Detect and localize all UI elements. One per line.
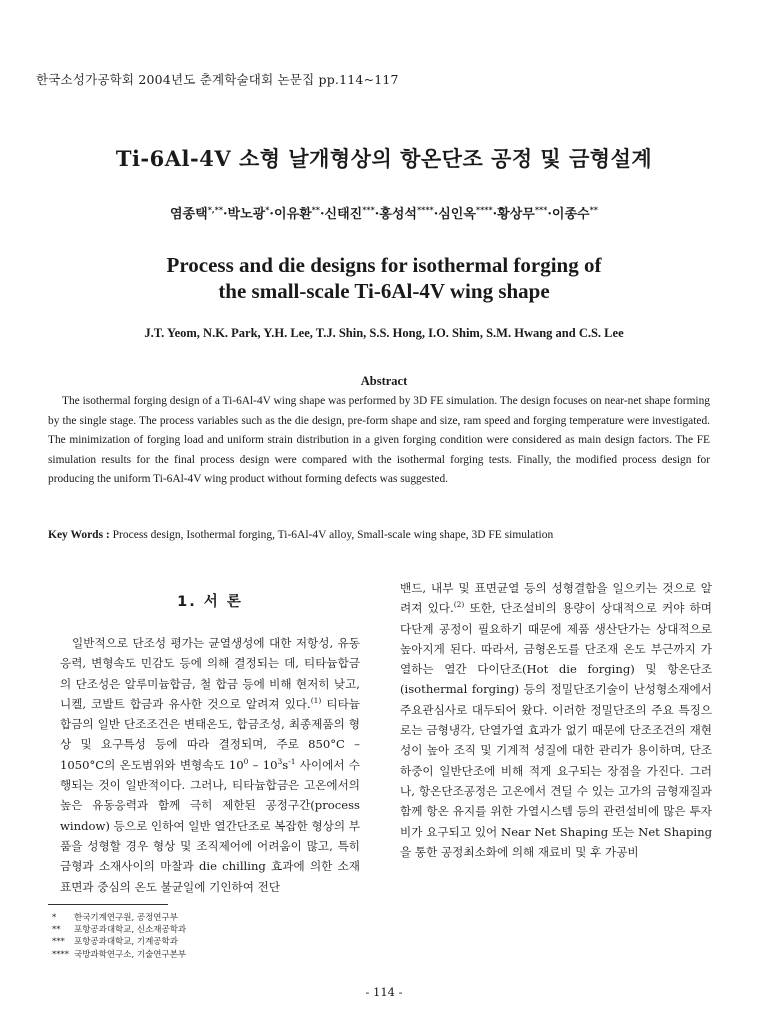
affiliation-mark: ** xyxy=(589,204,598,215)
author-ko: 염종택 xyxy=(170,207,208,222)
author-ko: ·홍성석 xyxy=(374,207,417,222)
footnote xyxy=(52,912,186,924)
paragraph-text: 사이에서 수행되는 것이 일반적이다. 그러나, 티타늄합금은 고온에서의 높은 유동응력과 함께 극히 제한된 공정구간(process window) 등으로 인하여 일반 열간단조로 복잡한 형상의 부품을 성형할 경우 형상 및 조직제어에 어려움이 많고, 특히 금형과 소재사이의 마찰과 die chilling 효과에 의한 소재표면과 중심의 온도 불균일에 기인하여 전단 xyxy=(60,757,361,894)
author-ko: ·신태진 xyxy=(320,207,363,222)
footnote-text: 포항공과대학교, 신소재공학과 xyxy=(74,925,187,936)
exponent: 3 xyxy=(277,756,283,766)
page-number: - 114 - xyxy=(365,985,403,999)
footnote xyxy=(52,949,186,961)
affiliation-mark: *** xyxy=(362,204,375,215)
title-english-line2: the small-scale Ti-6Al-4V wing shape xyxy=(218,279,550,303)
title-english-line1: Process and die designs for isothermal forging of xyxy=(166,253,602,277)
affiliation-mark: *,** xyxy=(207,204,224,215)
footnote-text: 한국기계연구원, 공정연구부 xyxy=(74,913,178,923)
exponent: 0 xyxy=(243,756,249,766)
paragraph-text: 밴드, 내부 및 표면균열 등의 성형결함을 일으키는 것으로 알려져 있다. xyxy=(400,581,712,616)
footnote-mark: *** xyxy=(52,937,65,948)
affiliation-mark: *** xyxy=(534,204,548,215)
footnotes xyxy=(52,912,186,961)
affiliation-mark: **** xyxy=(416,204,434,215)
keywords-text: Process design, Isothermal forging, Ti-6Al-4V alloy, Small-scale wing shape, 3D FE simulation xyxy=(109,529,554,541)
keywords xyxy=(48,529,718,541)
column-left xyxy=(60,590,360,897)
footnote-mark: * xyxy=(52,913,57,923)
authors-english: J.T. Yeom, N.K. Park, Y.H. Lee, T.J. Shin, S.S. Hong, I.O. Shim, S.M. Hwang and C.S. Lee xyxy=(144,326,624,340)
footnote xyxy=(52,924,186,936)
author-ko: ·황상무 xyxy=(492,207,535,222)
footnote-mark: ** xyxy=(52,925,61,936)
footnote xyxy=(52,936,186,948)
affiliation-mark: * xyxy=(265,204,270,215)
column-right xyxy=(400,578,712,862)
author-ko: ·박노광 xyxy=(223,207,266,222)
paragraph-text: 일반적으로 단조성 평가는 균열생성에 대한 저항성, 유동응력, 변형속도 민감도 등에 의해 결정되는 데, 티타늄합금의 단조성은 알루미늄합금, 철 합금 등에 비해 현저히 낮고, 니켈, 코발트 합금과 유사한 것으로 알려져 있다. xyxy=(60,636,360,711)
footnote-text: 국방과학연구소, 기술연구본부 xyxy=(74,949,187,960)
title-korean: Ti-6Al-4V 소형 날개형상의 항온단조 공정 및 금형설계 xyxy=(115,146,653,171)
author-ko: ·이종수 xyxy=(547,207,590,222)
author-ko: ·이유환 xyxy=(269,207,312,222)
body-paragraph xyxy=(60,633,360,897)
citation: (1) xyxy=(310,696,322,706)
paragraph-text: s xyxy=(282,757,289,772)
title-english xyxy=(0,252,768,304)
affiliation-mark: **** xyxy=(475,204,493,215)
abstract-body: The isothermal forging design of a Ti-6Al-4V wing shape was performed by 3D FE simulation. The design focuses on near-net shape forming by the single stage. The process variables such as the die design, pre-form shape and size, ram speed and forging temperature were investigated. The minimization of forging load and uniform strain distribution in a given forging condition were considered as main design factors. The FE simulation results for the final process design were compared with the isothermal forging tests. Finally, the modified process design for producing the uniform Ti-6Al-4V wing product without forming defects was suggested. xyxy=(48,395,710,486)
footnote-mark: **** xyxy=(52,949,69,960)
affiliation-mark: ** xyxy=(311,204,320,215)
footnote-divider xyxy=(48,904,168,905)
keywords-label: Key Words : xyxy=(48,529,110,541)
exponent: -1 xyxy=(288,756,296,766)
proceedings-header: 한국소성가공학회 2004년도 춘계학술대회 논문집 pp.114~117 xyxy=(36,72,399,87)
body-paragraph xyxy=(400,578,712,862)
paragraph-text: – 10 xyxy=(248,757,278,772)
paragraph-text: 또한, 단조설비의 용량이 상대적으로 커야 하며 다단계 공정이 필요하기 때문에 제품 생산단가는 상대적으로 높아지게 된다. 따라서, 금형온도를 단조재 온도 부근까지 가열하는 열간 다이단조(Hot die forging) 및 항온단조(isothermal forging) 등의 정밀단조기술이 난성형소재에서 주요관심사로 대두되어 왔다. 이러한 정밀단조의 주요 특징으로는 금형냉각, 단열가열 효과가 없기 때문에 단조조건의 재현성이 높아 조직 및 기계적 성질에 대한 관리가 용이하며, 단조하중이 일반단조에 비해 적게 요구되는 장점을 가진다. 그러나, 항온단조공정은 고온에서 견딜 수 있는 고가의 금형재질과 함께 항온 유지를 위한 가열시스템 등의 관련설비에 많은 투자비가 요구되고 있어 Near Net Shaping 또는 Net Shaping을 통한 공정최소화에 의해 재료비 및 후 가공비 xyxy=(400,601,712,859)
section-heading: 1. 서 론 xyxy=(177,594,243,610)
author-ko: ·심인옥 xyxy=(433,207,476,222)
footnote-text: 포항공과대학교, 기계공학과 xyxy=(74,937,178,948)
citation: (2) xyxy=(453,600,465,610)
abstract-heading: Abstract xyxy=(360,374,408,388)
authors-korean xyxy=(0,203,768,222)
paragraph-text: 티타늄합금의 일반 단조조건은 변태온도, 합금조성, 최종제품의 형상 및 요구특성 등에 따라 결정되며, 주로 850°C – 1050°C의 온도범위와 변형속도 10 xyxy=(60,696,360,772)
